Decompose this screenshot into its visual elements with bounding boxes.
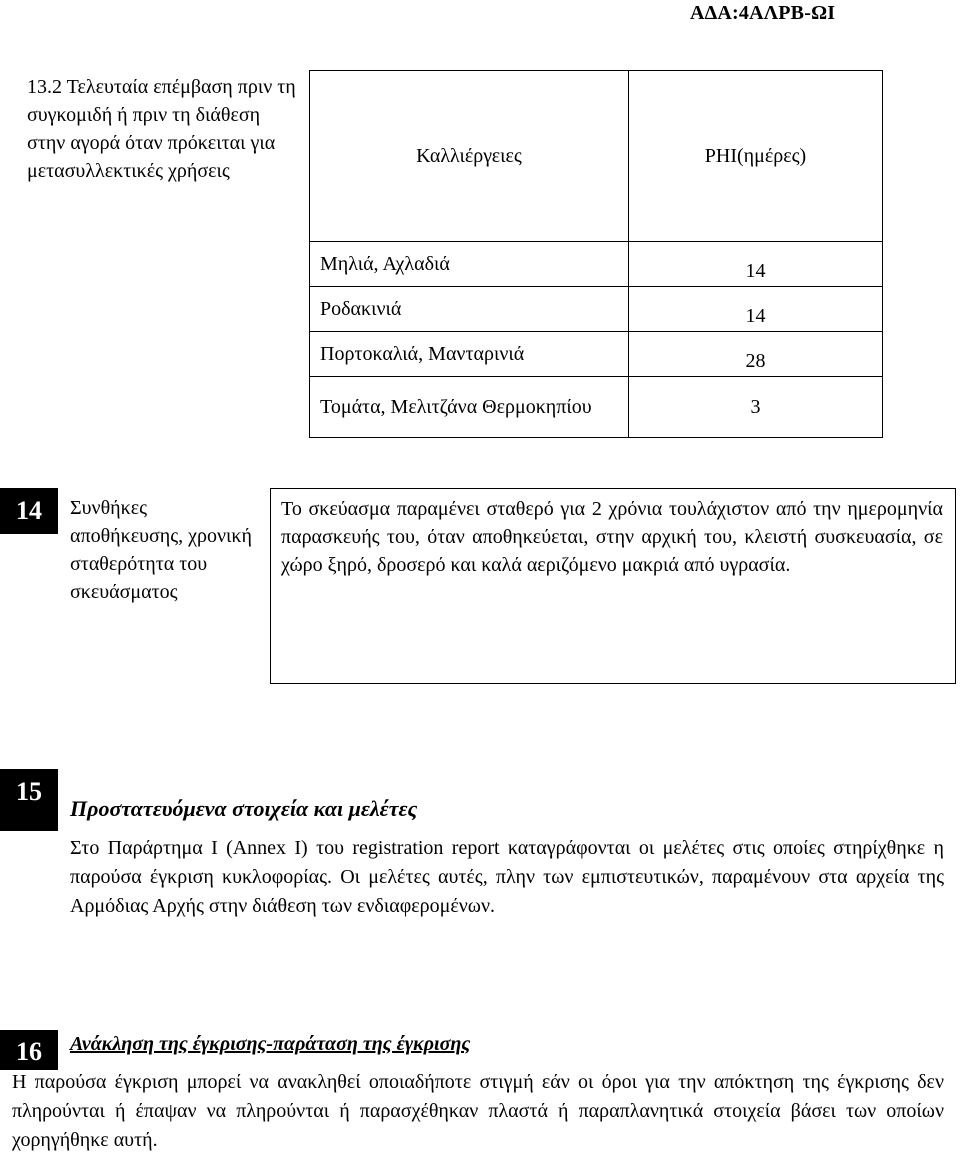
table-row <box>310 242 883 287</box>
col-crops-header: Καλλιέργειες <box>310 71 629 242</box>
table-row <box>310 377 883 438</box>
phi-table-header <box>310 71 883 242</box>
table-row <box>310 287 883 332</box>
phi-cell: 14 <box>629 242 883 287</box>
section-16-number: 16 <box>0 1030 58 1070</box>
phi-cell: 28 <box>629 332 883 377</box>
ada-code: ΑΔΑ:4ΑΛΡΒ-ΩΙ <box>690 2 836 24</box>
section-16-text: Η παρούσα έγκριση μπορεί να ανακληθεί οποιαδήποτε στιγμή εάν οι όροι για την απόκτηση της έγκρισης δεν πληρούνται ή έπαψαν να πληρούνται ή παρασχέθηκαν πλαστά ή παραπλανητικά στοιχεία βάσει των οποίων χορηγήθηκε αυτή. <box>12 1071 944 1151</box>
table-row <box>310 332 883 377</box>
crop-cell: Τομάτα, Μελιτζάνα Θερμοκηπίου <box>310 377 629 438</box>
section-15-text: Στο Παράρτημα Ι (Annex I) του registration report καταγράφονται οι μελέτες στις οποίες στηρίχθηκε η παρούσα έγκριση κυκλοφορίας. Οι μελέτες αυτές, πλην των εμπιστευτικών, παραμένουν στα αρχεία της Αρμόδιας Αρχής στην διάθεση των ενδιαφερομένων. <box>70 837 944 917</box>
section-15-title: Προστατευόμενα στοιχεία και μελέτες <box>70 796 418 821</box>
section-13-2-label: 13.2 Τελευταία επέμβαση πριν τη συγκομιδή ή πριν τη διάθεση στην αγορά όταν πρόκειται για μετασυλλεκτικές χρήσεις <box>27 76 296 182</box>
crop-cell: Ροδακινιά <box>310 287 629 332</box>
section-15-number: 15 <box>0 769 58 831</box>
crop-cell: Πορτοκαλιά, Μανταρινιά <box>310 332 629 377</box>
section-16-title: Ανάκληση της έγκρισης-παράταση της έγκρισης <box>70 1033 471 1055</box>
section-14-number: 14 <box>0 488 58 534</box>
phi-cell: 14 <box>629 287 883 332</box>
col-phi-header: PHI(ημέρες) <box>629 71 883 242</box>
phi-table <box>309 70 883 438</box>
crop-cell: Μηλιά, Αχλαδιά <box>310 242 629 287</box>
phi-cell: 3 <box>629 377 883 438</box>
section-14-label: Συνθήκες αποθήκευσης, χρονική σταθερότητα του σκευάσματος <box>70 497 252 603</box>
section-14-text: Το σκεύασμα παραμένει σταθερό για 2 χρόνια τουλάχιστον από την ημερομηνία παρασκευής του, όταν αποθηκεύεται, στην αρχική του, κλειστή συσκευασία, σε χώρο ξηρό, δροσερό και καλά αεριζόμενο μακριά από υγρασία. <box>270 488 956 684</box>
